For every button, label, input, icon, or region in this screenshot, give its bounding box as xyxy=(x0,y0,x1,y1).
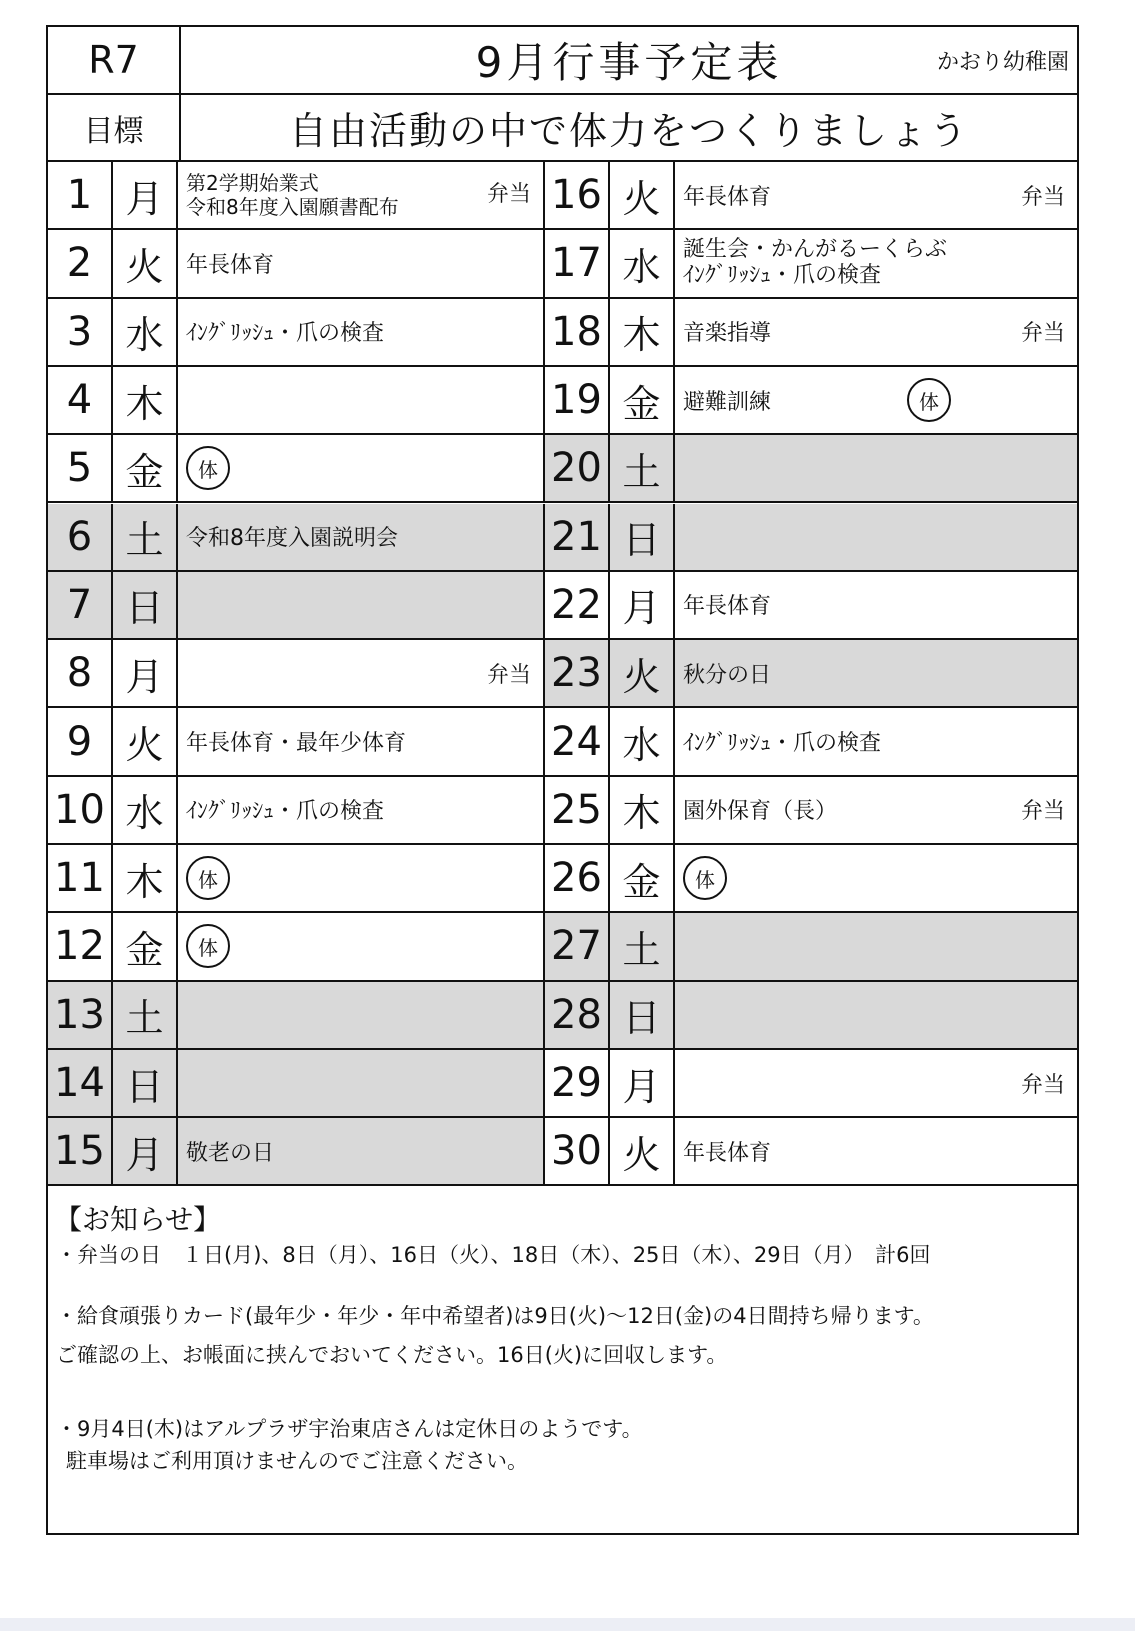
table-row xyxy=(48,982,1077,1050)
day-number: 7 xyxy=(48,572,113,638)
event-text: 年長体育・最年少体育 xyxy=(186,731,407,757)
goal-row xyxy=(48,95,1077,162)
notice-lunch-card: ・給食頑張りカード(最年少・年少・年中希望者)は9日(火)～12日(金)の4日間持ち帰ります。 xyxy=(56,1304,934,1328)
day-number: 9 xyxy=(48,708,113,774)
day-of-week: 土 xyxy=(113,504,178,570)
table-row xyxy=(48,572,1077,640)
event-cell xyxy=(675,435,1077,501)
day-number: 16 xyxy=(545,162,610,228)
day-number: 14 xyxy=(48,1050,113,1116)
event-cell xyxy=(178,1118,545,1184)
table-row xyxy=(48,913,1077,981)
event-cell xyxy=(675,230,1077,296)
notice-heading: 【お知らせ】 xyxy=(54,1203,222,1236)
pe-circle-icon: 体 xyxy=(683,856,727,900)
bento-label: 弁当 xyxy=(486,662,531,688)
goal-label-cell xyxy=(48,95,181,160)
event-line: 令和8年度入園願書配布 xyxy=(186,195,399,220)
day-of-week: 金 xyxy=(610,845,675,911)
day-of-week: 月 xyxy=(610,572,675,638)
event-text: 秋分の日 xyxy=(683,662,772,688)
event-cell xyxy=(675,1118,1077,1184)
event-cell xyxy=(675,367,1077,433)
day-number: 6 xyxy=(48,504,113,570)
year-label: R7 xyxy=(88,38,139,82)
event-cell xyxy=(675,640,1077,706)
notice-store-closed: ・9月4日(木)はアルプラザ宇治東店さんは定休日のようです。 xyxy=(56,1417,643,1441)
table-row xyxy=(48,708,1077,776)
day-of-week: 火 xyxy=(610,640,675,706)
event-cell xyxy=(675,1050,1077,1116)
event-line: ｲﾝｸﾞﾘｯｼｭ・爪の検査 xyxy=(683,263,882,289)
event-text: 敬老の日 xyxy=(186,1140,275,1166)
day-number: 25 xyxy=(545,777,610,843)
bento-label: 弁当 xyxy=(1020,799,1065,825)
event-cell xyxy=(178,777,545,843)
event-cell xyxy=(675,572,1077,638)
day-number: 12 xyxy=(48,913,113,979)
day-number: 24 xyxy=(545,708,610,774)
table-row xyxy=(48,435,1077,503)
day-number: 15 xyxy=(48,1118,113,1184)
pe-circle-icon: 体 xyxy=(907,378,951,422)
day-of-week: 日 xyxy=(610,504,675,570)
event-cell xyxy=(178,1050,545,1116)
event-text: ｲﾝｸﾞﾘｯｼｭ・爪の検査 xyxy=(683,731,882,757)
event-cell xyxy=(675,845,1077,911)
day-of-week: 水 xyxy=(113,299,178,365)
title-row xyxy=(48,27,1077,95)
day-number: 23 xyxy=(545,640,610,706)
day-of-week: 土 xyxy=(610,435,675,501)
day-of-week: 火 xyxy=(610,1118,675,1184)
day-number: 28 xyxy=(545,982,610,1048)
day-number: 4 xyxy=(48,367,113,433)
pe-circle-icon: 体 xyxy=(186,446,230,490)
table-row xyxy=(48,299,1077,367)
event-cell xyxy=(675,913,1077,979)
day-of-week: 月 xyxy=(610,1050,675,1116)
event-text: ｲﾝｸﾞﾘｯｼｭ・爪の検査 xyxy=(186,321,385,347)
day-of-week: 月 xyxy=(113,1118,178,1184)
day-of-week: 日 xyxy=(610,982,675,1048)
event-text: 年長体育 xyxy=(683,1140,772,1166)
day-of-week: 木 xyxy=(610,777,675,843)
bento-label: 弁当 xyxy=(1020,321,1065,347)
day-number: 8 xyxy=(48,640,113,706)
day-of-week: 月 xyxy=(113,640,178,706)
day-number: 19 xyxy=(545,367,610,433)
bento-label: 弁当 xyxy=(1020,1072,1065,1098)
event-text: 令和8年度入園説明会 xyxy=(186,526,398,552)
event-text: 避難訓練 xyxy=(683,389,772,415)
day-number: 3 xyxy=(48,299,113,365)
notice-parking: 駐車場はご利用頂けませんのでご注意ください。 xyxy=(66,1449,528,1473)
event-cell xyxy=(178,299,545,365)
event-cell xyxy=(178,162,545,228)
table-row xyxy=(48,230,1077,298)
day-of-week: 金 xyxy=(113,913,178,979)
event-cell xyxy=(675,162,1077,228)
day-number: 30 xyxy=(545,1118,610,1184)
day-number: 22 xyxy=(545,572,610,638)
notice-lunch-card-return: ご確認の上、お帳面に挟んでおいてください。16日(火)に回収します。 xyxy=(56,1343,728,1367)
day-number: 5 xyxy=(48,435,113,501)
event-cell xyxy=(675,504,1077,570)
day-of-week: 木 xyxy=(113,367,178,433)
day-of-week: 火 xyxy=(113,230,178,296)
page-title: 9月行事予定表 xyxy=(475,38,783,87)
day-of-week: 土 xyxy=(113,982,178,1048)
table-row xyxy=(48,845,1077,913)
event-cell xyxy=(178,367,545,433)
bento-label: 弁当 xyxy=(486,181,531,207)
day-of-week: 木 xyxy=(610,299,675,365)
event-cell xyxy=(178,913,545,979)
notice-section xyxy=(48,1196,1077,1533)
event-cell xyxy=(675,982,1077,1048)
event-text: 年長体育 xyxy=(683,184,772,210)
pe-circle-icon: 体 xyxy=(186,856,230,900)
day-of-week: 日 xyxy=(113,572,178,638)
day-number: 27 xyxy=(545,913,610,979)
notice-bento-days: ・弁当の日 １日(月)、8日（月）、16日（火）、18日（木）、25日（木）、29日（月） 計6回 xyxy=(56,1243,931,1267)
event-text: 年長体育 xyxy=(186,252,275,278)
day-number: 13 xyxy=(48,982,113,1048)
event-cell xyxy=(178,845,545,911)
day-of-week: 金 xyxy=(610,367,675,433)
school-name: かおり幼稚園 xyxy=(936,49,1069,75)
table-row xyxy=(48,1118,1077,1186)
event-cell xyxy=(178,572,545,638)
day-of-week: 火 xyxy=(610,162,675,228)
event-line: 誕生会・かんがるーくらぶ xyxy=(683,237,948,263)
event-cell xyxy=(178,504,545,570)
event-cell xyxy=(675,299,1077,365)
day-of-week: 月 xyxy=(113,162,178,228)
event-text: 音楽指導 xyxy=(683,321,772,347)
title-cell xyxy=(181,27,1077,93)
day-number: 18 xyxy=(545,299,610,365)
table-row xyxy=(48,504,1077,572)
day-of-week: 水 xyxy=(610,708,675,774)
event-text: 園外保育（長） xyxy=(683,799,838,825)
day-number: 21 xyxy=(545,504,610,570)
table-row xyxy=(48,1050,1077,1118)
table-row xyxy=(48,777,1077,845)
bottom-bar xyxy=(0,1618,1135,1631)
day-number: 17 xyxy=(545,230,610,296)
day-number: 2 xyxy=(48,230,113,296)
event-text: 年長体育 xyxy=(683,594,772,620)
day-of-week: 日 xyxy=(113,1050,178,1116)
event-cell xyxy=(178,982,545,1048)
goal-text: 自由活動の中で体力をつくりましょう xyxy=(288,109,969,153)
day-of-week: 土 xyxy=(610,913,675,979)
goal-cell xyxy=(181,95,1077,160)
bento-label: 弁当 xyxy=(1020,184,1065,210)
day-number: 20 xyxy=(545,435,610,501)
event-cell xyxy=(178,708,545,774)
table-row xyxy=(48,640,1077,708)
table-row xyxy=(48,367,1077,435)
day-of-week: 水 xyxy=(610,230,675,296)
schedule-sheet xyxy=(46,25,1079,1535)
event-cell xyxy=(178,640,545,706)
goal-label: 目標 xyxy=(83,113,144,149)
day-of-week: 金 xyxy=(113,435,178,501)
day-number: 26 xyxy=(545,845,610,911)
day-of-week: 木 xyxy=(113,845,178,911)
event-cell xyxy=(178,230,545,296)
event-cell xyxy=(675,708,1077,774)
table-row xyxy=(48,162,1077,230)
day-of-week: 水 xyxy=(113,777,178,843)
day-number: 29 xyxy=(545,1050,610,1116)
day-number: 11 xyxy=(48,845,113,911)
event-cell xyxy=(675,777,1077,843)
year-cell xyxy=(48,27,181,93)
event-cell xyxy=(178,435,545,501)
pe-circle-icon: 体 xyxy=(186,924,230,968)
day-number: 1 xyxy=(48,162,113,228)
event-line: 第2学期始業式 xyxy=(186,171,319,196)
day-number: 10 xyxy=(48,777,113,843)
day-of-week: 火 xyxy=(113,708,178,774)
event-text: ｲﾝｸﾞﾘｯｼｭ・爪の検査 xyxy=(186,799,385,825)
